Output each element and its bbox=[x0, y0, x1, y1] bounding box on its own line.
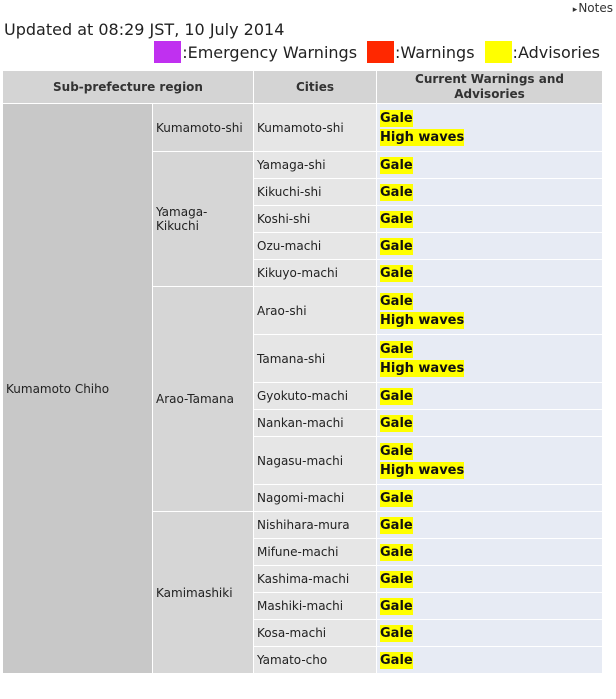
status-cell bbox=[377, 260, 603, 287]
status-cell bbox=[377, 335, 603, 383]
status-cell bbox=[377, 485, 603, 512]
status-cell bbox=[377, 512, 603, 539]
warnings-table bbox=[2, 70, 603, 674]
advisory-badge: Gale bbox=[380, 443, 413, 459]
advisory-badge: Gale bbox=[380, 490, 413, 506]
city-cell[interactable]: Kikuyo-machi bbox=[254, 260, 377, 287]
city-cell[interactable]: Yamaga-shi bbox=[254, 152, 377, 179]
update-timestamp: Updated at 08:29 JST, 10 July 2014 bbox=[4, 20, 285, 39]
advisory-badge: Gale bbox=[380, 598, 413, 614]
advisory-badge: Gale bbox=[380, 110, 413, 126]
advisory-badge: Gale bbox=[380, 652, 413, 668]
subregion-cell: Arao-Tamana bbox=[153, 287, 254, 512]
legend-label-emergency: :Emergency Warnings bbox=[182, 42, 358, 62]
city-cell[interactable]: Tamana-shi bbox=[254, 335, 377, 383]
city-cell[interactable]: Nagomi-machi bbox=[254, 485, 377, 512]
city-cell[interactable]: Arao-shi bbox=[254, 287, 377, 335]
notes-label: Notes bbox=[578, 1, 613, 15]
legend-swatch-warnings bbox=[367, 41, 394, 63]
triangle-right-icon: ▸ bbox=[572, 5, 578, 15]
status-cell bbox=[377, 566, 603, 593]
status-cell bbox=[377, 593, 603, 620]
region-cell: Kumamoto Chiho bbox=[3, 104, 153, 674]
status-cell bbox=[377, 152, 603, 179]
advisory-badge: Gale bbox=[380, 211, 413, 227]
warnings-table-body bbox=[3, 104, 603, 674]
city-cell[interactable]: Nankan-machi bbox=[254, 410, 377, 437]
city-cell[interactable]: Kosa-machi bbox=[254, 620, 377, 647]
advisory-badge: Gale bbox=[380, 265, 413, 281]
status-cell bbox=[377, 104, 603, 152]
city-cell[interactable]: Koshi-shi bbox=[254, 206, 377, 233]
subregion-cell: Kumamoto-shi bbox=[153, 104, 254, 152]
status-cell bbox=[377, 410, 603, 437]
table-row bbox=[3, 104, 603, 152]
advisory-badge: Gale bbox=[380, 341, 413, 357]
city-cell[interactable]: Mashiki-machi bbox=[254, 593, 377, 620]
city-cell[interactable]: Kikuchi-shi bbox=[254, 179, 377, 206]
status-cell bbox=[377, 287, 603, 335]
city-cell[interactable]: Yamato-cho bbox=[254, 647, 377, 674]
status-cell bbox=[377, 539, 603, 566]
city-cell[interactable]: Ozu-machi bbox=[254, 233, 377, 260]
advisory-badge: High waves bbox=[380, 462, 465, 478]
advisory-badge: Gale bbox=[380, 571, 413, 587]
advisory-badge: High waves bbox=[380, 312, 465, 328]
header-status: Current Warnings and Advisories bbox=[377, 71, 603, 104]
legend-label-warnings: :Warnings bbox=[395, 42, 475, 62]
legend bbox=[154, 40, 600, 64]
status-cell bbox=[377, 179, 603, 206]
city-cell[interactable]: Kumamoto-shi bbox=[254, 104, 377, 152]
status-cell bbox=[377, 437, 603, 485]
subregion-cell: Yamaga-Kikuchi bbox=[153, 152, 254, 287]
legend-swatch-emergency bbox=[154, 41, 181, 63]
advisory-badge: High waves bbox=[380, 360, 465, 376]
advisory-badge: Gale bbox=[380, 544, 413, 560]
status-cell bbox=[377, 620, 603, 647]
header-cities: Cities bbox=[254, 71, 377, 104]
city-cell[interactable]: Nagasu-machi bbox=[254, 437, 377, 485]
status-cell bbox=[377, 233, 603, 260]
city-cell[interactable]: Kashima-machi bbox=[254, 566, 377, 593]
advisory-badge: Gale bbox=[380, 388, 413, 404]
city-cell[interactable]: Nishihara-mura bbox=[254, 512, 377, 539]
advisory-badge: Gale bbox=[380, 157, 413, 173]
notes-link[interactable] bbox=[573, 1, 613, 15]
status-cell bbox=[377, 647, 603, 674]
table-header-row bbox=[3, 71, 603, 104]
status-cell bbox=[377, 383, 603, 410]
advisory-badge: Gale bbox=[380, 517, 413, 533]
city-cell[interactable]: Mifune-machi bbox=[254, 539, 377, 566]
advisory-badge: Gale bbox=[380, 184, 413, 200]
city-cell[interactable]: Gyokuto-machi bbox=[254, 383, 377, 410]
advisory-badge: Gale bbox=[380, 415, 413, 431]
status-cell bbox=[377, 206, 603, 233]
header-sub-prefecture: Sub-prefecture region bbox=[3, 71, 254, 104]
legend-swatch-advisories bbox=[485, 41, 512, 63]
subregion-cell: Kamimashiki bbox=[153, 512, 254, 674]
advisory-badge: Gale bbox=[380, 293, 413, 309]
advisory-badge: High waves bbox=[380, 129, 465, 145]
legend-label-advisories: :Advisories bbox=[512, 42, 600, 62]
advisory-badge: Gale bbox=[380, 625, 413, 641]
advisory-badge: Gale bbox=[380, 238, 413, 254]
